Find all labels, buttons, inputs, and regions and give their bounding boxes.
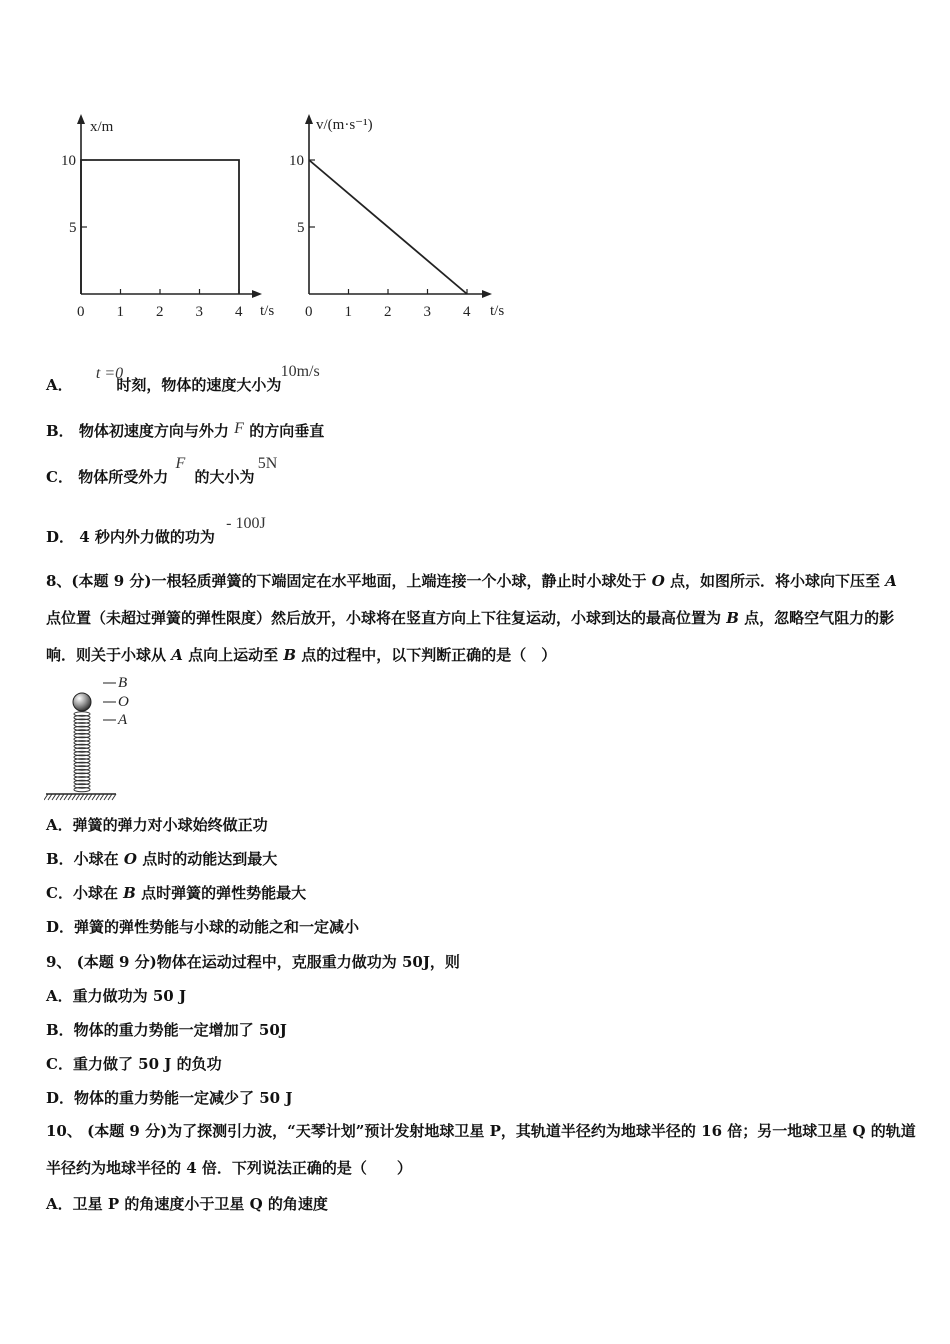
ground-hatch-line (96, 794, 100, 800)
q8-option-c (46, 882, 306, 903)
mark-o-label: O (118, 694, 129, 710)
q7-a-math-t: t =0 (95, 365, 124, 382)
q7-c-math-f: F (175, 455, 186, 472)
q8-stem-part5: 点向上运动至 (182, 646, 284, 664)
ground-hatch-line (64, 794, 68, 800)
vt-series-line (309, 160, 467, 294)
ground-hatch-line (60, 794, 64, 800)
ground-hatch-line (48, 794, 52, 800)
q8-c-part2: 点时弹簧的弹性势能最大 (135, 884, 307, 902)
vt-ytick-label-5: 5 (297, 220, 305, 236)
vt-xtick-label-4: 4 (463, 304, 471, 320)
q8-option-d: D．弹簧的弹性势能与小球的动能之和一定减小 (46, 918, 360, 936)
q8-stem-point-a2: A (171, 646, 183, 664)
ground-hatch-line (72, 794, 76, 800)
q9-option-d: D．物体的重力势能一定减少了 50 J (46, 1089, 293, 1107)
vt-xtick-label-3: 3 (423, 304, 431, 320)
vt-ylabel: v/(m·s⁻¹) (316, 117, 373, 133)
q7-c-label: C． (46, 468, 73, 486)
q9-option-a: A．重力做功为 50 J (46, 987, 187, 1005)
xt-graph (46, 108, 281, 323)
q8-stem-part1: 8、(本题 9 分)一根轻质弹簧的下端固定在水平地面，上端连接一个小球，静止时小球处于 (46, 572, 652, 590)
ground-hatch (44, 794, 116, 800)
q8-stem-point-b2: B (283, 646, 297, 664)
q10-stem: 10、 (本题 9 分)为了探测引力波，“天琴计划”预计发射地球卫星 P，其轨道半径约为地球半径的 16 倍；另一地球卫星 Q 的轨道半径约为地球半径的 4 倍．下列说法正确的是（ ） (46, 1122, 916, 1177)
q7-c-text1: 物体所受外力 (78, 468, 169, 486)
xt-xtick-label-1: 1 (116, 304, 124, 320)
ground-hatch-line (56, 794, 60, 800)
q8-stem-part4: 点，忽略空气阻力的影响．则关于小球从 (46, 609, 895, 664)
q8-stem-part2: 点，如图所示．将小球向下压至 (664, 572, 886, 590)
ground-hatch-line (68, 794, 72, 800)
q7-c-text2: 的大小为 (194, 468, 255, 486)
q9-option-b: B．物体的重力势能一定增加了 50J (46, 1021, 287, 1039)
ground-hatch-line (100, 794, 104, 800)
xt-xlabel: t/s (260, 303, 275, 319)
q8-stem-part6: 点的过程中，以下判断正确的是（ ） (296, 646, 557, 664)
q8-option-a: A．弹簧的弹力对小球始终做正功 (46, 816, 268, 834)
q7-c-math-5n: 5N (257, 455, 278, 472)
xt-xtick-label-0: 0 (77, 304, 85, 320)
ground-hatch-line (84, 794, 88, 800)
xt-ytick-label-10: 10 (61, 153, 76, 169)
ground-hatch-line (44, 794, 48, 800)
ground-hatch-line (92, 794, 96, 800)
vt-y-arrow (305, 114, 313, 124)
vt-ytick-label-10: 10 (289, 153, 304, 169)
q8-stem-point-o: O (651, 572, 665, 590)
q9-stem: 9、 (本题 9 分)物体在运动过程中，克服重力做功为 50J，则 (46, 953, 460, 971)
q8-stem-point-b: B (726, 609, 739, 627)
ground-hatch-line (108, 794, 112, 800)
q8-b-point: O (123, 850, 137, 868)
xt-x-arrow (252, 290, 262, 298)
q7-b-text1: 物体初速度方向与外力 (78, 422, 229, 440)
q8-stem-point-a: A (885, 572, 897, 590)
vt-graph (278, 108, 518, 323)
q8-b-part2: 点时的动能达到最大 (136, 850, 278, 868)
spring-ball (73, 693, 91, 711)
q8-c-part1: C．小球在 (46, 884, 124, 902)
vt-xlabel: t/s (490, 303, 505, 319)
q7-a-label: A． (46, 376, 73, 394)
q8-b-part1: B．小球在 (46, 850, 124, 868)
mark-a-label: A (118, 712, 128, 728)
ground-hatch-line (80, 794, 84, 800)
xt-ylabel: x/m (90, 119, 114, 135)
ground-hatch-line (52, 794, 56, 800)
q7-a-math-speed: 10m/s (280, 363, 320, 380)
q7-d-text: 4 秒内外力做的功为 (79, 528, 215, 546)
q8-c-point: B (123, 884, 136, 902)
xt-ytick-label-5: 5 (69, 220, 77, 236)
xt-y-arrow (77, 114, 85, 124)
ground-hatch-line (104, 794, 108, 800)
xt-xtick-label-4: 4 (235, 304, 243, 320)
ground-hatch-line (88, 794, 92, 800)
q7-b-text2: 的方向垂直 (249, 422, 325, 440)
xt-series-line (81, 160, 239, 294)
ground-hatch-line (76, 794, 80, 800)
q8-option-b (46, 848, 277, 869)
q7-d-label: D． (46, 528, 75, 546)
xt-xtick-label-3: 3 (195, 304, 203, 320)
q7-option-b (46, 420, 324, 441)
q8-stem-part3: 点位置（未超过弹簧的弹性限度）然后放开，小球将在竖直方向上下往复运动，小球到达的最高位置为 (46, 609, 727, 627)
xt-xtick-label-2: 2 (156, 304, 164, 320)
q7-d-math-work: - 100J (226, 515, 266, 532)
q9-option-c: C．重力做了 50 J 的负功 (46, 1055, 222, 1073)
spring-coil (74, 712, 90, 792)
ground-hatch-line (112, 794, 116, 800)
q7-option-d (46, 512, 266, 546)
vt-x-arrow (482, 290, 492, 298)
q8-stem (46, 563, 916, 674)
q7-option-c (46, 452, 278, 486)
vt-xtick-label-2: 2 (384, 304, 392, 320)
vt-xtick-label-1: 1 (344, 304, 352, 320)
q7-a-text: 时刻，物体的速度大小为 (116, 376, 282, 394)
spring-figure (44, 676, 144, 804)
q7-b-math-f: F (234, 420, 244, 437)
vt-xtick-label-0: 0 (305, 304, 313, 320)
mark-b-label: B (118, 676, 128, 691)
q7-b-label: B． (46, 422, 74, 440)
q10-option-a: A．卫星 P 的角速度小于卫星 Q 的角速度 (46, 1195, 328, 1213)
q7-option-a (46, 362, 320, 394)
